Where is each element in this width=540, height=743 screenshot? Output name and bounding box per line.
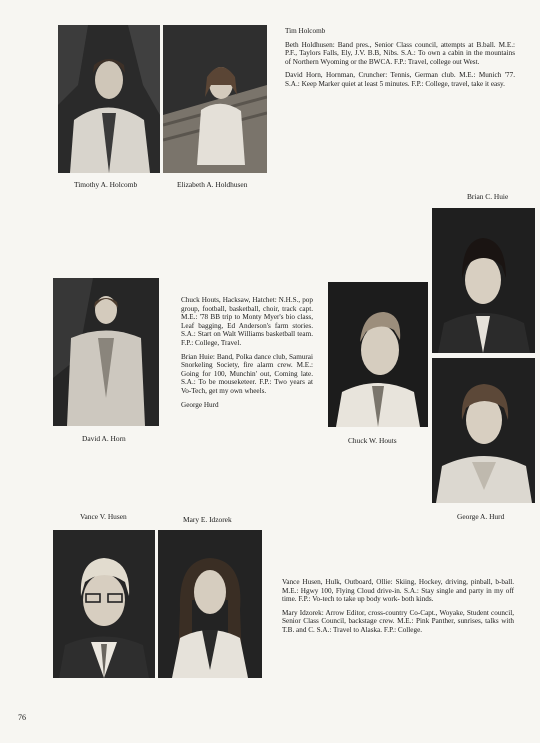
- bio-brian-huie: Brian Huie: Band, Polka dance club, Samurai Snorkeling Society, fire alarm crew. M.E.: Going for 100, Munchin' out, Coming late. S.A.: To be mouseketeer. F.P.: Two years at Vo-Tech, get my own wheels.: [181, 352, 313, 395]
- caption-vance-husen: Vance V. Husen: [80, 512, 127, 521]
- caption-chuck-houts: Chuck W. Houts: [348, 436, 397, 445]
- bio-chuck-houts: Chuck Houts, Hacksaw, Hatchet: N.H.S., pop group, football, basketball, choir, track capt. M.E.: '78 BB trip to Monty Myer's bio class, Leaf bagging, Ed Anderson's farm stories. S.A.: Start on Walt Williams basketball team. F.P.: College, Travel.: [181, 296, 313, 347]
- bio-block-bottom: [282, 578, 514, 640]
- page-number: 76: [18, 713, 26, 722]
- bio-mary-idzorek: Mary Idzorek: Arrow Editor, cross-country Co-Capt., Woyake, Student council, Senior Class Council, backstage crew. M.E.: Pink Panther, sunrises, talks with T.B. and C. S.A.: Travel to Alaska. F.P.: College.: [282, 608, 514, 634]
- photo-vance-husen: [53, 530, 155, 678]
- photo-mary-idzorek: [158, 530, 262, 678]
- bio-tim-holcomb: Tim Holcomb: [285, 27, 326, 35]
- bio-vance-husen: Vance Husen, Hulk, Outboard, Ollie: Skiing, Hockey, driving, pinball, b-ball. M.E.: Hgwy 100, Flying Cloud drive-in. S.A.: Stay single and party in my off time. F.P.: Vo-tech to take up body work- both kinds.: [282, 578, 514, 604]
- caption-david-horn: David A. Horn: [82, 434, 126, 443]
- caption-timothy-holcomb: Timothy A. Holcomb: [74, 180, 138, 189]
- caption-brian-huie: Brian C. Huie: [467, 192, 509, 201]
- photo-chuck-houts: [328, 282, 428, 427]
- caption-elizabeth-holdhusen: Elizabeth A. Holdhusen: [177, 180, 248, 189]
- bio-beth-holdhusen: Beth Holdhusen: Band pres., Senior Class council, attempts at B.ball. M.E.: P.F., Taylors Falls, Ely, J.V. B.B, Nibs. S.A.: To own a cabin in the mountains of Northern Wyoming or the BWCA. F.P.: Travel, college out West.: [285, 40, 515, 66]
- photo-elizabeth-holdhusen: [163, 25, 267, 173]
- photo-timothy-holcomb: [58, 25, 160, 173]
- photo-brian-huie: [432, 208, 535, 353]
- photo-david-horn: [53, 278, 159, 426]
- bio-block-middle: [181, 296, 313, 414]
- bio-george-hurd: George Hurd: [181, 400, 219, 409]
- bio-block-top: [285, 27, 515, 94]
- photo-george-hurd: [432, 358, 535, 503]
- caption-george-hurd: George A. Hurd: [457, 512, 505, 521]
- caption-mary-idzorek: Mary E. Idzorek: [183, 515, 232, 524]
- bio-david-horn: David Horn, Hornman, Cruncher: Tennis, German club. M.E.: Munich '77. S.A.: Keep Marker quiet at least 5 minutes. F.P.: College, travel, take it easy.: [285, 71, 515, 88]
